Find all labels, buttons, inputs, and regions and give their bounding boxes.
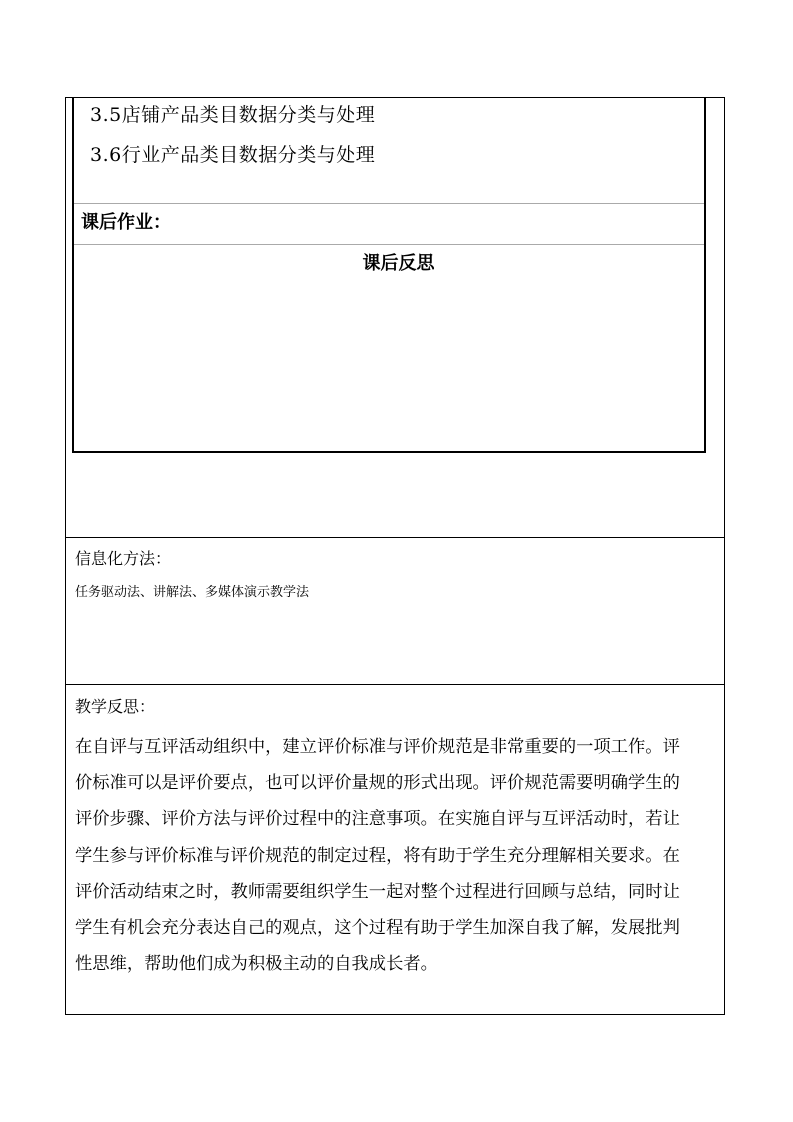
paragraph-line: 在自评与互评活动组织中，建立评价标准与评价规范是非常重要的一项工作。评 — [75, 737, 680, 757]
paragraph-line: 学生有机会充分表达自己的观点，这个过程有助于学生加深自我了解，发展批判 — [75, 917, 680, 938]
inner-divider — [74, 203, 704, 204]
info-method-label: 信息化方法： — [75, 549, 172, 568]
paragraph-line: 学生参与评价标准与评价规范的制定过程，将有助于学生充分理解相关要求。在 — [75, 845, 680, 866]
paragraph-line: 性思维，帮助他们成为积极主动的自我成长者。 — [75, 954, 438, 975]
reflection-title: 课后反思 — [362, 253, 435, 274]
teaching-reflection-label: 教学反思： — [75, 697, 156, 716]
paragraph-line: 价标准可以是评价要点，也可以评价量规的形式出现。评价规范需要明确学生的 — [75, 773, 680, 794]
item-3-5: 3.5店铺产品类目数据分类与处理 — [90, 104, 376, 126]
row-divider — [66, 684, 724, 685]
info-method-text: 任务驱动法、讲解法、多媒体演示教学法 — [75, 585, 310, 600]
homework-label: 课后作业： — [81, 212, 171, 233]
teaching-reflection-paragraph — [75, 729, 723, 982]
inner-divider — [74, 244, 704, 245]
row-divider — [66, 537, 724, 538]
paragraph-line: 评价活动结束之时，教师需要组织学生一起对整个过程进行回顾与总结，同时让 — [75, 881, 680, 902]
item-3-6: 3.6行业产品类目数据分类与处理 — [90, 144, 376, 166]
paragraph-line: 评价步骤、评价方法与评价过程中的注意事项。在实施自评与互评活动时，若让 — [75, 809, 680, 830]
